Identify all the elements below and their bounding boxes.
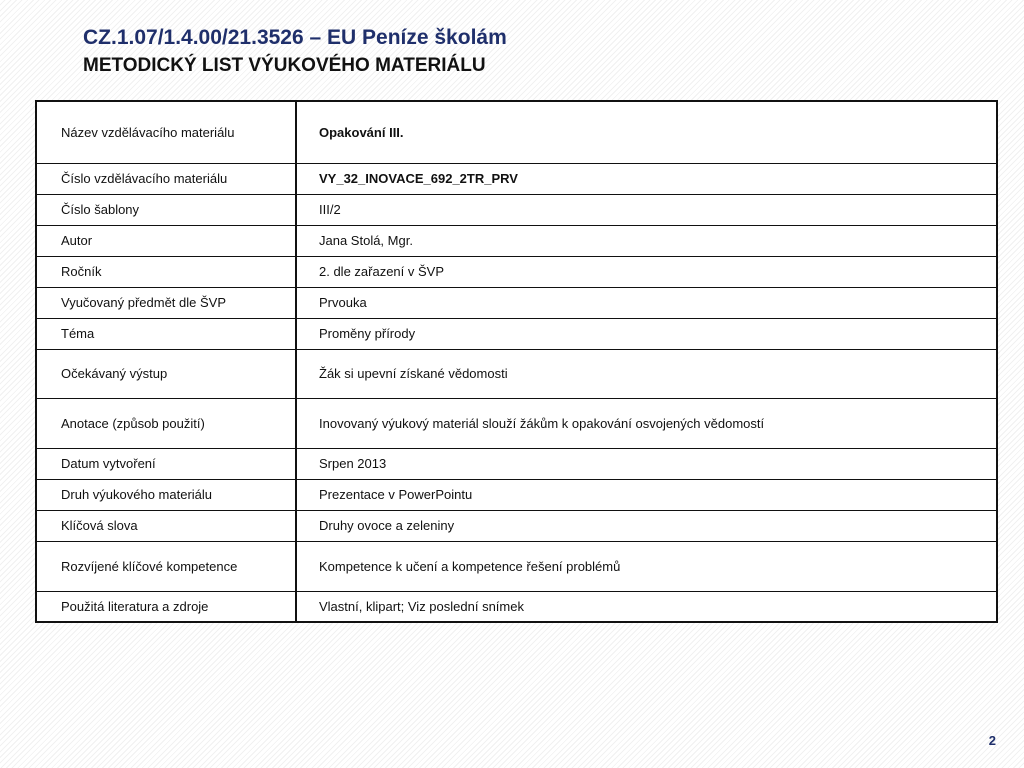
row-label: Datum vytvoření	[36, 448, 296, 479]
row-label: Vyučovaný předmět dle ŠVP	[36, 287, 296, 318]
row-label: Anotace (způsob použití)	[36, 398, 296, 448]
table-row	[36, 225, 997, 256]
row-label: Očekávaný výstup	[36, 349, 296, 398]
table-row	[36, 591, 997, 622]
row-label: Téma	[36, 318, 296, 349]
row-label: Číslo vzdělávacího materiálu	[36, 163, 296, 194]
row-label: Klíčová slova	[36, 510, 296, 541]
row-label: Rozvíjené klíčové kompetence	[36, 541, 296, 591]
row-value: Jana Stolá, Mgr.	[296, 225, 997, 256]
row-label: Číslo šablony	[36, 194, 296, 225]
row-value: Vlastní, klipart; Viz poslední snímek	[296, 591, 997, 622]
table-row	[36, 448, 997, 479]
table-row	[36, 194, 997, 225]
row-value: Proměny přírody	[296, 318, 997, 349]
table-row	[36, 541, 997, 591]
row-value: 2. dle zařazení v ŠVP	[296, 256, 997, 287]
table-row	[36, 318, 997, 349]
table-row	[36, 163, 997, 194]
metadata-table	[35, 100, 998, 623]
row-value: III/2	[296, 194, 997, 225]
row-label: Ročník	[36, 256, 296, 287]
row-label: Autor	[36, 225, 296, 256]
row-value: Prvouka	[296, 287, 997, 318]
row-value: VY_32_INOVACE_692_2TR_PRV	[296, 163, 997, 194]
row-value: Kompetence k učení a kompetence řešení problémů	[296, 541, 997, 591]
table-row	[36, 479, 997, 510]
slide-header	[83, 24, 507, 80]
row-value: Žák si upevní získané vědomosti	[296, 349, 997, 398]
table-row	[36, 287, 997, 318]
slide-title-methodic-sheet: METODICKÝ LIST VÝUKOVÉHO MATERIÁLU	[83, 55, 486, 76]
row-value: Druhy ovoce a zeleniny	[296, 510, 997, 541]
table-row	[36, 398, 997, 448]
row-value: Srpen 2013	[296, 448, 997, 479]
table-row	[36, 349, 997, 398]
table-row	[36, 256, 997, 287]
row-label: Název vzdělávacího materiálu	[36, 101, 296, 163]
row-label: Druh výukového materiálu	[36, 479, 296, 510]
slide-title-project-code: CZ.1.07/1.4.00/21.3526 – EU Peníze školám	[83, 26, 507, 49]
row-label: Použitá literatura a zdroje	[36, 591, 296, 622]
row-value: Inovovaný výukový materiál slouží žákům k opakování osvojených vědomostí	[296, 398, 997, 448]
table-row	[36, 510, 997, 541]
page-number: 2	[988, 733, 996, 748]
table-row	[36, 101, 997, 163]
row-value: Prezentace v PowerPointu	[296, 479, 997, 510]
row-value: Opakování III.	[296, 101, 997, 163]
